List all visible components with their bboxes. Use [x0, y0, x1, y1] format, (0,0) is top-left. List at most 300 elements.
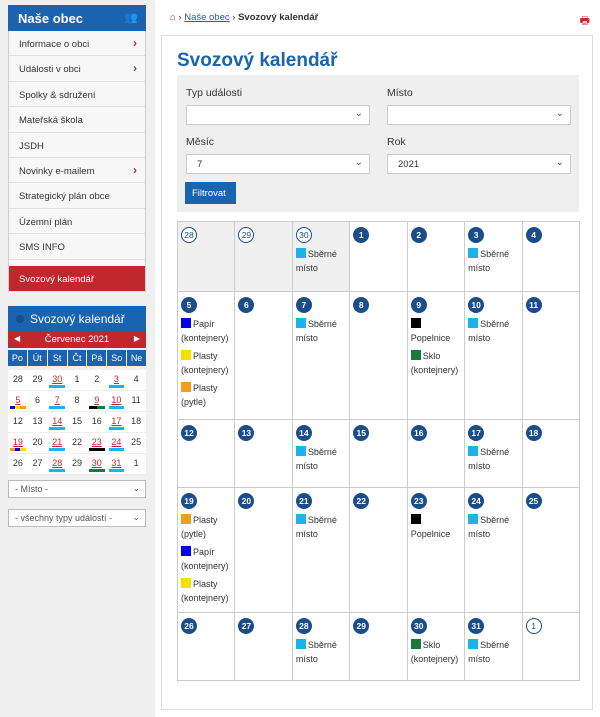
calendar-event[interactable]	[181, 513, 231, 541]
event-bars	[109, 448, 125, 451]
event-bars	[49, 448, 65, 451]
mini-calendar-day[interactable]	[47, 370, 67, 391]
calendar-day-cell[interactable]	[408, 292, 465, 420]
sidebar-item[interactable]	[9, 107, 145, 132]
event-label: Sběrné místo	[295, 515, 337, 539]
day-number: 27	[238, 618, 254, 634]
event-label: Popelnice	[410, 529, 451, 539]
sidebar-item-label: Informace o obci	[19, 39, 90, 50]
calendar-event[interactable]	[296, 247, 346, 275]
day-number: 17	[468, 425, 484, 441]
event-bar	[49, 427, 65, 430]
event-label: Sběrné místo	[295, 640, 337, 664]
calendar-day-cell[interactable]	[178, 613, 235, 681]
sidebar-item[interactable]	[9, 183, 145, 208]
mini-calendar-day[interactable]	[107, 454, 127, 475]
mini-day-number: 6	[35, 395, 41, 405]
day-number: 9	[411, 297, 427, 313]
year-select-value: 2021	[398, 159, 420, 170]
mini-calendar-day[interactable]	[107, 433, 127, 454]
mini-calendar-day[interactable]	[107, 391, 127, 412]
event-bars	[89, 469, 105, 472]
event-bar	[49, 448, 65, 451]
mini-day-number: 3	[113, 374, 119, 384]
print-icon[interactable]: 🖶	[579, 15, 590, 27]
mini-calendar-day[interactable]	[8, 454, 28, 475]
calendar-day-cell[interactable]	[408, 420, 465, 488]
weekday-label: Čt	[68, 350, 87, 366]
month-label: Měsíc	[186, 136, 215, 148]
event-bar	[20, 448, 25, 451]
event-color-swatch	[181, 546, 191, 556]
calendar-event[interactable]	[468, 247, 518, 275]
calendar-day-cell[interactable]	[523, 420, 580, 488]
mini-day-number: 27	[32, 458, 43, 468]
event-label: Sběrné místo	[468, 515, 510, 539]
calendar-day-cell[interactable]	[350, 488, 407, 613]
calendar-event[interactable]	[296, 513, 346, 541]
mini-calendar-day[interactable]	[107, 412, 127, 433]
event-color-swatch	[181, 514, 191, 524]
calendar-event[interactable]	[411, 317, 461, 345]
mini-day-number: 20	[32, 437, 43, 447]
mini-calendar-day[interactable]	[47, 391, 67, 412]
day-number: 15	[353, 425, 369, 441]
sidebar-item-label: Územní plán	[19, 216, 73, 228]
event-color-swatch	[411, 318, 421, 328]
calendar-day-cell[interactable]	[465, 613, 522, 681]
event-bars	[109, 385, 125, 388]
calendar-event[interactable]	[468, 638, 518, 666]
event-bars	[49, 469, 65, 472]
sidebar-item-label: Události v obci	[19, 64, 81, 76]
calendar-event[interactable]	[468, 445, 518, 473]
day-number: 29	[238, 227, 254, 243]
day-number: 4	[526, 227, 542, 243]
filter-button[interactable]: Filtrovat	[185, 182, 236, 204]
weekday-label: Pá	[87, 350, 106, 366]
mini-day-number: 30	[52, 374, 63, 384]
event-label: Sběrné místo	[468, 319, 510, 343]
day-number: 28	[296, 618, 312, 634]
mini-day-number: 8	[74, 395, 80, 405]
mini-calendar-day[interactable]	[126, 412, 146, 433]
mini-calendar-nav	[8, 332, 146, 348]
mini-day-number: 22	[71, 437, 82, 447]
event-color-swatch	[296, 446, 306, 456]
event-color-swatch	[468, 248, 478, 258]
calendar-event[interactable]	[181, 317, 231, 345]
place-select[interactable]	[8, 480, 146, 498]
event-bars	[10, 406, 26, 409]
month-select[interactable]	[186, 154, 370, 174]
day-number: 11	[526, 297, 542, 313]
mini-calendar-day[interactable]	[47, 412, 67, 433]
sidebar-menu	[8, 31, 146, 292]
mini-calendar-day[interactable]	[126, 433, 146, 454]
mini-calendar-day[interactable]	[87, 391, 107, 412]
mini-day-number: 29	[32, 374, 43, 384]
mini-calendar-day[interactable]	[126, 370, 146, 391]
mini-day-number: 17	[111, 416, 122, 426]
breadcrumb-current: Svozový kalendář	[238, 12, 319, 23]
day-number: 30	[296, 227, 312, 243]
calendar-event[interactable]	[181, 577, 231, 605]
calendar-day-cell[interactable]	[408, 488, 465, 613]
day-number: 31	[468, 618, 484, 634]
breadcrumb	[170, 12, 318, 23]
breadcrumb-link[interactable]: Naše obec	[184, 12, 230, 23]
event-label: Sklo (kontejnery)	[410, 351, 459, 375]
sidebar-item[interactable]	[9, 56, 145, 81]
day-number: 2	[411, 227, 427, 243]
day-number: 29	[353, 618, 369, 634]
event-bars	[109, 427, 125, 430]
type-select[interactable]	[186, 105, 370, 125]
day-number: 16	[411, 425, 427, 441]
event-label: Sběrné místo	[468, 447, 510, 471]
day-number: 8	[353, 297, 369, 313]
mini-day-number: 25	[131, 437, 142, 447]
day-number: 24	[468, 493, 484, 509]
mini-calendar-day[interactable]	[107, 370, 127, 391]
mini-day-number: 12	[12, 416, 23, 426]
sidebar-item[interactable]	[9, 234, 145, 259]
place-filter-select[interactable]	[387, 105, 571, 125]
event-bars	[49, 385, 65, 388]
mini-calendar-header	[8, 306, 146, 332]
event-bars	[49, 427, 65, 430]
sidebar-item-label: JSDH	[19, 140, 44, 152]
sidebar-item-label: Spolky & sdružení	[19, 89, 96, 101]
event-bar	[89, 406, 97, 409]
mini-day-number: 30	[91, 458, 102, 468]
event-color-swatch	[181, 350, 191, 360]
event-color-swatch	[468, 514, 478, 524]
event-label: Plasty (kontejnery)	[181, 351, 229, 375]
mini-day-number: 28	[52, 458, 63, 468]
mini-calendar-grid	[8, 370, 146, 475]
mini-calendar-day[interactable]	[126, 454, 146, 475]
calendar-event[interactable]	[296, 317, 346, 345]
calendar-day-cell[interactable]	[523, 292, 580, 420]
calendar-day-cell[interactable]	[408, 613, 465, 681]
day-number: 19	[181, 493, 197, 509]
event-bar	[20, 406, 25, 409]
event-label: Sběrné místo	[468, 640, 510, 664]
event-bars	[109, 469, 125, 472]
day-number: 28	[181, 227, 197, 243]
sidebar-item[interactable]	[9, 31, 145, 56]
event-color-swatch	[296, 639, 306, 649]
calendar-grid	[177, 221, 580, 682]
mini-calendar-day[interactable]	[67, 391, 87, 412]
chevron-down-icon: ⌄	[132, 483, 140, 493]
day-number: 26	[181, 618, 197, 634]
day-number: 7	[296, 297, 312, 313]
mini-day-number: 18	[131, 416, 142, 426]
event-bars	[10, 448, 26, 451]
event-color-swatch	[296, 514, 306, 524]
calendar-day-cell[interactable]	[465, 420, 522, 488]
calendar-day-cell[interactable]	[350, 292, 407, 420]
calendar-day-cell[interactable]	[178, 488, 235, 613]
calendar-event[interactable]	[468, 513, 518, 541]
calendar-day-cell[interactable]	[293, 222, 350, 292]
chevron-down-icon: ⌄	[555, 157, 564, 168]
calendar-event[interactable]	[411, 638, 461, 666]
calendar-day-cell[interactable]	[235, 222, 292, 292]
chevron-right-icon: ›	[133, 36, 137, 50]
calendar-event[interactable]	[411, 513, 461, 541]
mini-calendar-title: Svozový kalendář	[30, 312, 125, 326]
mini-day-number: 7	[54, 395, 60, 405]
event-bar	[109, 469, 125, 472]
mini-calendar-day[interactable]	[8, 391, 28, 412]
mini-day-number: 4	[133, 374, 139, 384]
day-number: 12	[181, 425, 197, 441]
breadcrumb-separator: ›	[178, 12, 182, 23]
event-bar	[109, 406, 125, 409]
calendar-event[interactable]	[181, 381, 231, 409]
mini-day-number: 23	[91, 437, 102, 447]
calendar-day-cell[interactable]	[235, 292, 292, 420]
chevron-right-icon: ›	[133, 61, 137, 76]
day-number: 3	[468, 227, 484, 243]
mini-day-number: 19	[12, 437, 23, 447]
day-number: 5	[181, 297, 197, 313]
people-icon: 👥	[124, 12, 138, 24]
mini-calendar-day[interactable]	[8, 412, 28, 433]
calendar-day-cell[interactable]	[523, 613, 580, 681]
calendar-event[interactable]	[411, 349, 461, 377]
day-number: 18	[526, 425, 542, 441]
mini-calendar-day[interactable]	[8, 370, 28, 391]
sidebar-item-label: Mateřská škola	[19, 115, 83, 127]
event-label: Papír (kontejnery)	[181, 547, 229, 571]
mini-calendar-day[interactable]	[47, 433, 67, 454]
year-label: Rok	[387, 136, 406, 148]
event-label: Sběrné místo	[295, 319, 337, 343]
calendar-day-cell[interactable]	[523, 488, 580, 613]
mini-day-number: 21	[52, 437, 63, 447]
day-number: 23	[411, 493, 427, 509]
event-type-select[interactable]	[8, 509, 146, 527]
mini-day-number: 1	[133, 458, 139, 468]
event-label: Plasty (kontejnery)	[181, 579, 229, 603]
mini-day-number: 11	[131, 395, 141, 405]
prev-month-icon[interactable]: ◀	[14, 334, 21, 343]
event-color-swatch	[181, 578, 191, 588]
sidebar-item-label: Novinky e-mailem	[19, 165, 95, 177]
event-bar	[89, 448, 105, 451]
weekday-label: Ne	[127, 350, 146, 366]
day-number: 20	[238, 493, 254, 509]
sidebar-title: Naše obec	[18, 11, 84, 26]
weekday-label: Út	[28, 350, 47, 366]
day-number: 21	[296, 493, 312, 509]
event-color-swatch	[411, 350, 421, 360]
event-type-select-value: - všechny typy událostí -	[15, 513, 113, 523]
mini-calendar-day[interactable]	[67, 412, 87, 433]
mini-day-number: 10	[111, 395, 122, 405]
home-icon[interactable]: ⌂	[170, 12, 176, 23]
chevron-right-icon: ›	[133, 162, 137, 177]
calendar-day-cell[interactable]	[523, 222, 580, 292]
mini-calendar-day[interactable]	[28, 454, 48, 475]
place-label: Místo	[387, 87, 413, 99]
place-select-value: - Místo -	[15, 484, 48, 494]
mini-day-number: 13	[32, 416, 43, 426]
mini-calendar-day[interactable]	[67, 370, 87, 391]
page-title: Svozový kalendář	[177, 50, 338, 71]
mini-day-number: 2	[94, 374, 100, 384]
calendar-day-cell[interactable]	[293, 292, 350, 420]
event-color-swatch	[181, 318, 191, 328]
event-color-swatch	[468, 446, 478, 456]
sidebar-header[interactable]	[8, 5, 146, 31]
mini-day-number: 5	[15, 395, 21, 405]
weekday-label: So	[107, 350, 126, 366]
day-number: 10	[468, 297, 484, 313]
sidebar-item-label: Svozový kalendář	[19, 273, 94, 285]
mini-calendar-day[interactable]	[28, 391, 48, 412]
mini-calendar-day[interactable]	[8, 433, 28, 454]
mini-day-number: 29	[71, 458, 82, 468]
mini-calendar-day[interactable]	[126, 391, 146, 412]
calendar-day-cell[interactable]	[178, 420, 235, 488]
weekday-label: Po	[8, 350, 27, 366]
event-label: Plasty (pytle)	[181, 515, 218, 539]
weekday-label: St	[48, 350, 67, 366]
event-bar	[97, 406, 105, 409]
calendar-day-cell[interactable]	[293, 613, 350, 681]
calendar-day-cell[interactable]	[350, 420, 407, 488]
calendar-day-cell[interactable]	[408, 222, 465, 292]
next-month-icon[interactable]: ▶	[133, 334, 140, 343]
mini-calendar-day[interactable]	[87, 433, 107, 454]
chevron-down-icon: ⌄	[354, 157, 363, 168]
event-label: Sběrné místo	[295, 249, 337, 273]
event-bars	[89, 406, 105, 409]
mini-calendar-day[interactable]	[67, 454, 87, 475]
calendar-day-cell[interactable]	[178, 222, 235, 292]
day-number: 1	[353, 227, 369, 243]
calendar-day-cell[interactable]	[465, 488, 522, 613]
calendar-day-cell[interactable]	[350, 613, 407, 681]
sidebar-item-label: SMS INFO	[19, 242, 65, 254]
calendar-dot-icon	[16, 315, 24, 323]
event-bar	[49, 385, 65, 388]
event-label: Sklo (kontejnery)	[410, 640, 459, 664]
calendar-day-cell[interactable]	[235, 613, 292, 681]
mini-calendar-day[interactable]	[28, 370, 48, 391]
mini-day-number: 31	[111, 458, 122, 468]
mini-day-number: 24	[111, 437, 122, 447]
event-label: Plasty (pytle)	[181, 383, 218, 407]
chevron-down-icon: ⌄	[354, 108, 363, 119]
mini-calendar-day[interactable]	[28, 412, 48, 433]
sidebar-item[interactable]	[9, 133, 145, 158]
calendar-day-cell[interactable]	[178, 292, 235, 420]
event-bars	[109, 406, 125, 409]
sidebar-item[interactable]	[9, 82, 145, 107]
calendar-day-cell[interactable]	[293, 488, 350, 613]
day-number: 22	[353, 493, 369, 509]
calendar-day-cell[interactable]	[350, 222, 407, 292]
month-select-value: 7	[197, 159, 203, 170]
mini-calendar-day[interactable]	[67, 433, 87, 454]
mini-calendar-day[interactable]	[47, 454, 67, 475]
event-bar	[109, 385, 125, 388]
sidebar-item-active[interactable]	[9, 266, 145, 292]
sidebar-item[interactable]	[9, 209, 145, 234]
calendar-event[interactable]	[468, 317, 518, 345]
mini-calendar-month: Červenec 2021	[44, 334, 110, 345]
event-bar	[109, 448, 125, 451]
sidebar-item[interactable]	[9, 158, 145, 183]
mini-day-number: 28	[12, 374, 23, 384]
mini-day-number: 16	[91, 416, 102, 426]
mini-calendar-day[interactable]	[87, 370, 107, 391]
event-color-swatch	[411, 514, 421, 524]
calendar-event[interactable]	[296, 445, 346, 473]
mini-day-number: 14	[52, 416, 63, 426]
event-label: Popelnice	[410, 333, 451, 343]
mini-calendar-day[interactable]	[28, 433, 48, 454]
day-number: 1	[526, 618, 542, 634]
mini-calendar-day[interactable]	[87, 454, 107, 475]
event-label: Sběrné místo	[295, 447, 337, 471]
event-bar	[49, 469, 65, 472]
mini-day-number: 1	[74, 374, 80, 384]
calendar-day-cell[interactable]	[235, 488, 292, 613]
mini-day-number: 15	[71, 416, 82, 426]
mini-calendar-day[interactable]	[87, 412, 107, 433]
calendar-day-cell[interactable]	[293, 420, 350, 488]
event-color-swatch	[411, 639, 421, 649]
day-number: 30	[411, 618, 427, 634]
event-bar	[49, 406, 65, 409]
event-bars	[89, 448, 105, 451]
year-select[interactable]	[387, 154, 571, 174]
calendar-event[interactable]	[181, 349, 231, 377]
event-color-swatch	[296, 248, 306, 258]
event-bar	[109, 427, 125, 430]
day-number: 6	[238, 297, 254, 313]
calendar-event[interactable]	[181, 545, 231, 573]
day-number: 13	[238, 425, 254, 441]
calendar-day-cell[interactable]	[235, 420, 292, 488]
mini-day-number: 26	[12, 458, 23, 468]
event-color-swatch	[181, 382, 191, 392]
chevron-down-icon: ⌄	[132, 512, 140, 522]
calendar-event[interactable]	[296, 638, 346, 666]
calendar-day-cell[interactable]	[465, 292, 522, 420]
breadcrumb-separator: ›	[232, 12, 236, 23]
mini-day-number: 9	[94, 395, 100, 405]
type-label: Typ události	[186, 87, 243, 99]
chevron-down-icon: ⌄	[555, 108, 564, 119]
event-bar	[89, 469, 105, 472]
calendar-day-cell[interactable]	[465, 222, 522, 292]
event-bars	[49, 406, 65, 409]
event-color-swatch	[468, 318, 478, 328]
event-label: Sběrné místo	[468, 249, 510, 273]
day-number: 14	[296, 425, 312, 441]
event-color-swatch	[468, 639, 478, 649]
day-number: 25	[526, 493, 542, 509]
